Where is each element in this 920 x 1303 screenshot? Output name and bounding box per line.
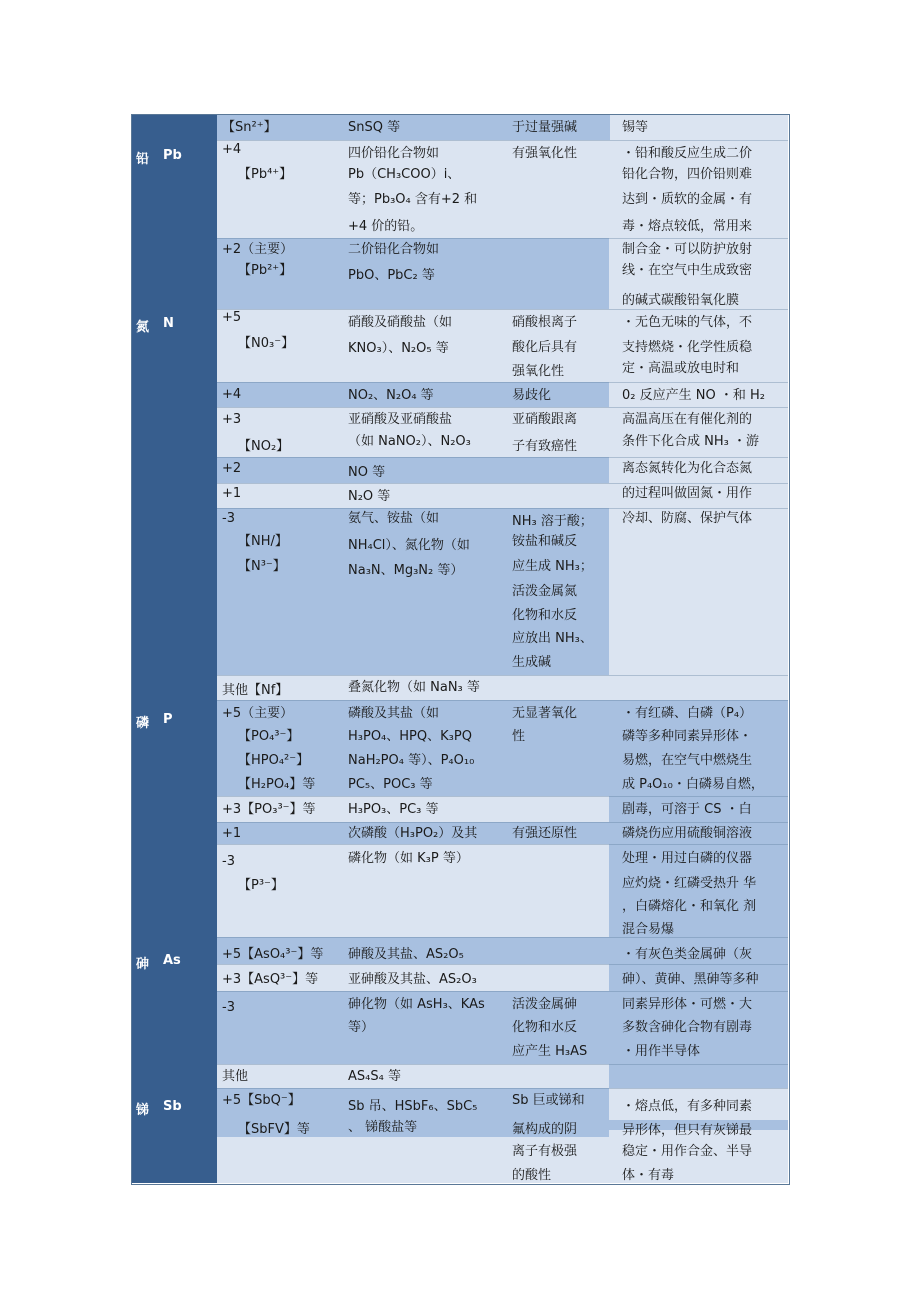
element-description: ・有灰色类金属砷（灰 xyxy=(622,947,753,962)
row-separator xyxy=(217,508,788,509)
element-description: 支持燃烧・化学性质稳 xyxy=(622,340,753,355)
compound-examples: 亚硝酸及亚硝酸盐 xyxy=(348,412,453,427)
compound-examples: KNO₃）、N₂O₅ 等 xyxy=(348,341,449,356)
row-separator xyxy=(217,1088,788,1089)
element-description: ・铅和酸反应生成二价 xyxy=(622,146,753,161)
oxidation-state: +1 xyxy=(222,486,242,501)
element-description: 定・高温或放电时和 xyxy=(622,361,740,376)
compound-examples: Na₃N、Mg₃N₂ 等） xyxy=(348,563,464,578)
element-description: 易燃，在空气中燃烧生 xyxy=(622,753,753,768)
element-description: 条件下化合成 NH₃ ・游 xyxy=(622,434,759,449)
compound-examples: 氨气、铵盐（如 xyxy=(348,511,440,526)
compound-examples: SnSQ 等 xyxy=(348,120,401,135)
property-note: 无显著氧化 xyxy=(512,706,578,721)
property-note: 硝酸根离子 xyxy=(512,315,578,330)
element-symbol: P xyxy=(163,712,173,727)
element-description: 成 P₄O₁₀・白磷易自燃， xyxy=(622,777,764,792)
row-separator xyxy=(217,382,788,383)
compound-examples: NO₂、N₂O₄ 等 xyxy=(348,388,434,403)
row-separator xyxy=(217,407,788,408)
ion-formula: 【H₂PO₄】等 xyxy=(238,777,316,792)
element-symbol: N xyxy=(163,316,174,331)
property-note: 应生成 NH₃； xyxy=(512,559,593,574)
compound-examples: 磷酸及其盐（如 xyxy=(348,706,440,721)
compound-examples: 磷化物（如 K₃P 等） xyxy=(348,851,469,866)
ion-formula: 【Pb²⁺】 xyxy=(238,263,293,278)
oxidation-state: +5 xyxy=(222,310,242,325)
element-description: 剧毒，可溶于 CS ・白 xyxy=(622,802,752,817)
oxidation-state: 【Sn²⁺】 xyxy=(222,120,277,135)
oxidation-state: +4 xyxy=(222,387,242,402)
ion-formula: 【P³⁻】 xyxy=(238,878,284,893)
row-separator xyxy=(217,796,788,797)
property-note: 活泼金属砷 xyxy=(512,997,578,1012)
table-row-band xyxy=(217,457,609,483)
ion-formula: 【PO₄³⁻】 xyxy=(238,729,300,744)
row-separator xyxy=(217,991,788,992)
compound-examples: +4 价的铅。 xyxy=(348,219,424,234)
element-description: 铅化合物，四价铅则难 xyxy=(622,167,753,182)
row-separator xyxy=(217,457,788,458)
compound-examples: 等；Pb₃O₄ 含有+2 和 xyxy=(348,192,478,207)
compound-examples: Pb（CH₃COO）i、 xyxy=(348,167,461,182)
compound-examples: N₂O 等 xyxy=(348,489,391,504)
element-description: ・熔点低，有多种同素 xyxy=(622,1099,753,1114)
element-column-band xyxy=(131,114,217,1183)
element-description: ・用作半导体 xyxy=(622,1044,701,1059)
compound-examples: 等） xyxy=(348,1020,375,1035)
compound-examples: 、 锑酸盐等 xyxy=(348,1120,418,1135)
element-symbol: As xyxy=(163,953,181,968)
row-separator xyxy=(217,700,788,701)
oxidation-state: +5【AsO₄³⁻】等 xyxy=(222,947,324,962)
element-description: 毒・熔点较低，常用来 xyxy=(622,219,753,234)
table-row-band xyxy=(217,483,609,508)
element-description: 锡等 xyxy=(622,120,649,135)
row-separator xyxy=(217,140,788,141)
compound-examples: NH₄Cl）、氮化物（如 xyxy=(348,538,470,553)
property-note: NH₃ 溶于酸； xyxy=(512,514,593,529)
element-symbol: Sb xyxy=(163,1099,182,1114)
property-note: 性 xyxy=(512,729,526,744)
oxidation-state: -3 xyxy=(222,854,235,869)
compound-examples: NO 等 xyxy=(348,465,386,480)
element-name: 磷 xyxy=(136,716,150,731)
element-name: 锑 xyxy=(136,1103,150,1118)
element-description: 的过程叫做固氮・用作 xyxy=(622,486,753,501)
property-note: 应产生 H₃AS xyxy=(512,1044,588,1059)
property-note: 于过量强碱 xyxy=(512,120,578,135)
element-description: 冷却、防腐、保护气体 xyxy=(622,511,753,526)
element-name: 铅 xyxy=(136,152,150,167)
property-note: 化物和水反 xyxy=(512,608,578,623)
element-description: 体・有毒 xyxy=(622,1168,675,1183)
row-separator xyxy=(217,675,788,676)
compound-examples: PC₅、POC₃ 等 xyxy=(348,777,433,792)
property-note: 活泼金属氮 xyxy=(512,584,578,599)
property-note: 铵盐和碱反 xyxy=(512,534,578,549)
oxidation-state: +3 xyxy=(222,412,242,427)
element-description: 0₂ 反应产生 NO ・和 H₂ xyxy=(622,388,765,403)
compound-examples: AS₄S₄ 等 xyxy=(348,1069,401,1084)
element-description: 达到・质软的金属・有 xyxy=(622,192,753,207)
oxidation-state: +4 xyxy=(222,142,242,157)
element-description: 制合金・可以防护放射 xyxy=(622,242,753,257)
property-note: 离子有极强 xyxy=(512,1144,578,1159)
element-description: ・有红磷、白磷（P₄） xyxy=(622,706,753,721)
compound-examples: 砷化物（如 AsH₃、KAs xyxy=(348,997,485,1012)
table-row-band xyxy=(217,1064,609,1088)
property-note: 易歧化 xyxy=(512,388,552,403)
ion-formula: 【NH/】 xyxy=(238,534,288,549)
compound-examples: 次磷酸（H₃PO₂）及其 xyxy=(348,826,478,841)
element-description: 多数含砷化合物有剧毒 xyxy=(622,1020,753,1035)
compound-examples: （如 NaNO₂）、N₂O₃ xyxy=(348,434,471,449)
property-note: 亚硝酸跟离 xyxy=(512,412,578,427)
element-symbol: Pb xyxy=(163,148,182,163)
compound-examples: PbO、PbC₂ 等 xyxy=(348,268,435,283)
element-description: 异形体，但只有灰锑最 xyxy=(622,1123,753,1138)
property-note: 子有致癌性 xyxy=(512,439,578,454)
compound-examples: 亚砷酸及其盐、AS₂O₃ xyxy=(348,972,477,987)
ion-formula: 【NO₂】 xyxy=(238,439,290,454)
row-separator xyxy=(217,844,788,845)
oxidation-state: -3 xyxy=(222,1000,235,1015)
element-description: 线・在空气中生成致密 xyxy=(622,263,753,278)
row-separator xyxy=(217,937,788,938)
oxidation-state: +5【SbQ⁻】 xyxy=(222,1093,301,1108)
compound-examples: Sb 吊、HSbF₆、SbC₅ xyxy=(348,1099,478,1114)
compound-examples: 砷酸及其盐、AS₂O₅ xyxy=(348,947,464,962)
row-separator xyxy=(217,964,788,965)
element-description: 离态氮转化为化合态氮 xyxy=(622,461,753,476)
oxidation-state: +1 xyxy=(222,826,242,841)
element-name: 砷 xyxy=(136,957,150,972)
oxidation-state: +2（主要） xyxy=(222,242,294,257)
property-note: Sb 巨或锑和 xyxy=(512,1093,585,1108)
property-note: 强氧化性 xyxy=(512,364,565,379)
oxidation-state: +3【AsQ³⁻】等 xyxy=(222,972,319,987)
element-description: ・无色无味的气体，不 xyxy=(622,315,753,330)
element-description: 处理・用过白磷的仪器 xyxy=(622,851,753,866)
element-description: 应灼烧・红磷受热升 华 xyxy=(622,876,757,891)
element-description: 高温高压在有催化剂的 xyxy=(622,412,753,427)
row-separator xyxy=(217,1064,788,1065)
row-separator xyxy=(217,483,788,484)
compound-examples: 硝酸及硝酸盐（如 xyxy=(348,315,453,330)
ion-formula: 【Pb⁴⁺】 xyxy=(238,167,293,182)
oxidation-state: +3【PO₃³⁻】等 xyxy=(222,802,316,817)
property-note: 化物和水反 xyxy=(512,1020,578,1035)
row-separator xyxy=(217,238,788,239)
element-description: ，白磷熔化・和氧化 剂 xyxy=(622,899,757,914)
compound-examples: 二价铅化合物如 xyxy=(348,242,440,257)
property-note: 氟构成的阴 xyxy=(512,1122,578,1137)
property-note: 酸化后具有 xyxy=(512,340,578,355)
element-description: 同素异形体・可燃・大 xyxy=(622,997,753,1012)
ion-formula: 【SbFV】等 xyxy=(238,1122,310,1137)
element-description: 的碱式碳酸铅氧化膜 xyxy=(622,293,740,308)
compound-examples: 四价铅化合物如 xyxy=(348,146,440,161)
compound-examples: 叠氮化物（如 NaN₃ 等 xyxy=(348,680,480,695)
oxidation-state: 其他 xyxy=(222,1069,249,1084)
element-description: 稳定・用作合金、半导 xyxy=(622,1144,753,1159)
property-note: 应放出 NH₃、 xyxy=(512,631,593,646)
oxidation-state: +2 xyxy=(222,461,242,476)
element-description: 砷）、黄砷、黑砷等多种 xyxy=(622,972,759,987)
property-note: 有强氧化性 xyxy=(512,146,578,161)
row-separator xyxy=(217,822,788,823)
oxidation-state: +5（主要） xyxy=(222,706,294,721)
element-description: 磷等多种同素异形体・ xyxy=(622,729,753,744)
ion-formula: 【N0₃⁻】 xyxy=(238,336,295,351)
ion-formula: 【HPO₄²⁻】 xyxy=(238,753,310,768)
oxidation-state: 其他【Nf】 xyxy=(222,683,289,698)
property-note: 生成碱 xyxy=(512,655,552,670)
compound-examples: H₃PO₃、PC₃ 等 xyxy=(348,802,439,817)
compound-examples: NaH₂PO₄ 等）、P₄O₁₀ xyxy=(348,753,475,768)
element-description: 混合易爆 xyxy=(622,922,675,937)
element-name: 氮 xyxy=(136,320,150,335)
compound-examples: H₃PO₄、HPQ、K₃PQ xyxy=(348,729,472,744)
ion-formula: 【N³⁻】 xyxy=(238,559,286,574)
property-note: 有强还原性 xyxy=(512,826,578,841)
oxidation-state: -3 xyxy=(222,511,235,526)
element-description: 磷烧伤应用硫酸铜溶液 xyxy=(622,826,753,841)
property-note: 的酸性 xyxy=(512,1168,552,1183)
